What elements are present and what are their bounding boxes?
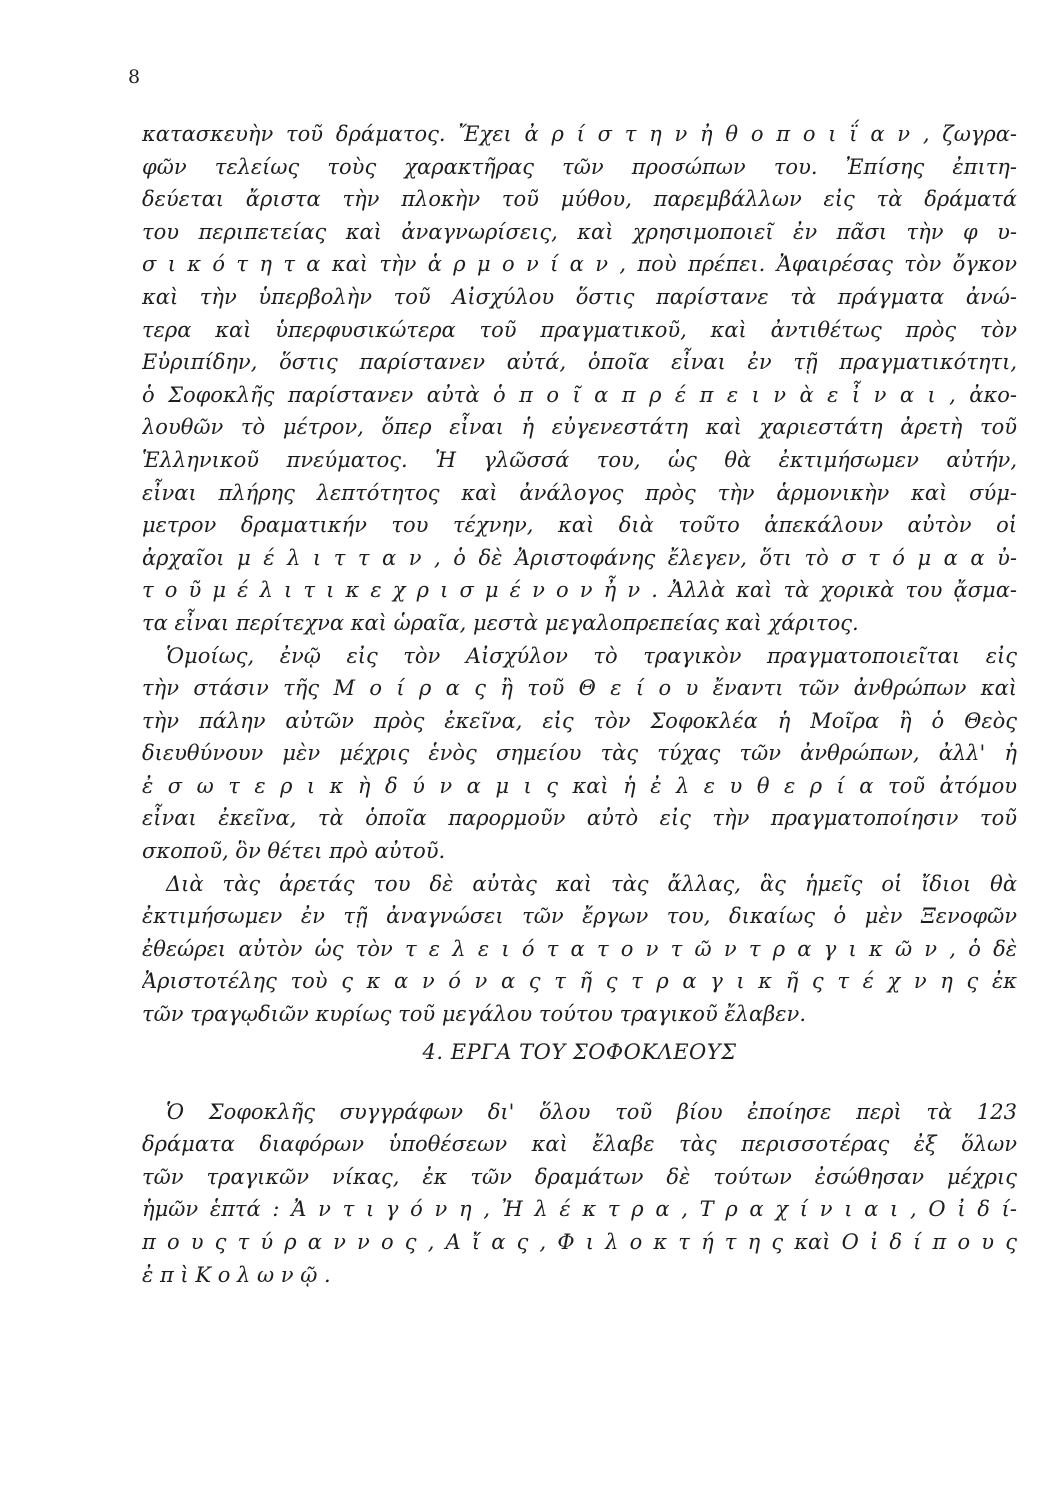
text-line: του περιπετείας καὶ ἀναγνωρίσεις, καὶ χρησιμοποιεῖ ἐν πᾶσι τὴν φ υ- [142, 219, 1017, 244]
paragraph-p3 [142, 868, 1017, 1031]
text-line: Ὁμοίως, ἐνῷ εἰς τὸν Αἰσχύλον τὸ τραγικὸν πραγματοποιεῖται εἰς [166, 643, 1017, 668]
text-line: τῶν τραγῳδιῶν κυρίως τοῦ μεγάλου τούτου τραγικοῦ ἔλαβεν. [142, 1002, 806, 1027]
text-line: Εὐριπίδην, ὅστις παρίστανεν αὐτά, ὁποῖα εἶναι ἐν τῇ πραγματικότητι, [142, 350, 1017, 375]
text-line: ἐθεώρει αὐτὸν ὡς τὸν τ ε λ ε ι ό τ α τ ο ν τ ῶ ν τ ρ α γ ι κ ῶ ν , ὁ δὲ [142, 936, 1017, 961]
text-line: κατασκευὴν τοῦ δράματος. Ἔχει ἀ ρ ί σ τ η ν ἠ θ ο π ο ι ΐ α ν , ζωγρα- [142, 122, 1017, 146]
text-line: ἀρχαῖοι μ έ λ ι τ τ α ν , ὁ δὲ Ἀριστοφάνης ἔλεγεν, ὅτι τὸ σ τ ό μ α α ὐ- [142, 545, 1017, 570]
text-line: λουθῶν τὸ μέτρον, ὅπερ εἶναι ἡ εὐγενεστάτη καὶ χαριεστάτη ἀρετὴ τοῦ [142, 415, 1017, 440]
text-line: εἶναι πλήρης λεπτότητος καὶ ἀνάλογος πρὸς τὴν ἁρμονικὴν καὶ σύμ- [142, 480, 1017, 505]
text-line: Ὁ Σοφοκλῆς συγγράφων δι' ὅλου τοῦ βίου ἐποίησε περὶ τὰ 123 [166, 1099, 1017, 1124]
text-line: τῶν τραγικῶν νίκας, ἐκ τῶν δραμάτων δὲ τούτων ἐσώθησαν μέχρις [142, 1164, 1017, 1189]
page-number: 8 [128, 66, 141, 88]
text-line: εἶναι ἐκεῖνα, τὰ ὁποῖα παρορμοῦν αὐτὸ εἰς τὴν πραγματοποίησιν τοῦ [142, 806, 1017, 831]
text-body [142, 118, 1017, 1291]
paragraph-p1 [142, 118, 1017, 640]
text-line: ἐ σ ω τ ε ρ ι κ ὴ δ ύ ν α μ ι ς καὶ ἡ ἐ λ ε υ θ ε ρ ί α τοῦ ἀτόμου [142, 773, 1017, 798]
paragraph-p4 [142, 1096, 1017, 1292]
text-line: Ἀριστοτέλης τοὺ ς κ α ν ό ν α ς τ ῆ ς τ ρ α γ ι κ ῆ ς τ έ χ ν η ς ἐκ [142, 969, 1017, 994]
text-line: Διὰ τὰς ἀρετάς του δὲ αὐτὰς καὶ τὰς ἄλλας, ἃς ἡμεῖς οἱ ἴδιοι θὰ [166, 871, 1017, 896]
text-line: καὶ τὴν ὑπερβολὴν τοῦ Αἰσχύλου ὅστις παρίστανε τὰ πράγματα ἀνώ- [142, 284, 1017, 309]
text-line: δράματα διαφόρων ὑποθέσεων καὶ ἔλαβε τὰς περισσοτέρας ἐξ ὅλων [142, 1132, 1017, 1157]
text-line: τερα καὶ ὑπερφυσικώτερα τοῦ πραγματικοῦ, καὶ ἀντιθέτως πρὸς τὸν [142, 317, 1017, 342]
text-line: μετρον δραματικήν του τέχνην, καὶ διὰ τοῦτο ἀπεκάλουν αὐτὸν οἱ [142, 513, 1017, 538]
text-line: διευθύνουν μὲν μέχρις ἑνὸς σημείου τὰς τύχας τῶν ἀνθρώπων, ἀλλ' ἡ [142, 741, 1017, 766]
text-line: ἐ π ὶ Κ ο λ ω ν ῷ . [142, 1262, 331, 1287]
text-line: δεύεται ἄριστα τὴν πλοκὴν τοῦ μύθου, παρεμβάλλων εἰς τὰ δράματά [142, 187, 1017, 212]
text-line: τὴν πάλην αὐτῶν πρὸς ἐκεῖνα, εἰς τὸν Σοφοκλέα ἡ Μοῖρα ἢ ὁ Θεὸς [142, 708, 1017, 733]
text-line: ὁ Σοφοκλῆς παρίστανεν αὐτὰ ὁ π ο ῖ α π ρ έ π ε ι ν ὰ ε ἶ ν α ι , ἀκο- [142, 382, 1017, 407]
text-line: τὴν στάσιν τῆς Μ ο ί ρ α ς ἢ τοῦ Θ ε ί ο υ ἔναντι τῶν ἀνθρώπων καὶ [142, 676, 1017, 701]
text-line: Ἑλληνικοῦ πνεύματος. Ἡ γλῶσσά του, ὡς θὰ ἐκτιμήσωμεν αὐτήν, [142, 447, 1017, 472]
text-line: σκοποῦ, ὃν θέτει πρὸ αὐτοῦ. [142, 839, 446, 864]
text-line: ἐκτιμήσωμεν ἐν τῇ ἀναγνώσει τῶν ἔργων του, δικαίως ὁ μὲν Ξενοφῶν [142, 904, 1017, 929]
text-line: ἡμῶν ἑπτά : Ἀ ν τ ι γ ό ν η , Ἠ λ έ κ τ ρ α , Τ ρ α χ ί ν ι α ι , Ο ἰ δ ί- [142, 1197, 1017, 1222]
section-heading: 4. ΕΡΓΑ ΤΟΥ ΣΟΦΟΚΛΕΟΥΣ [422, 1039, 737, 1064]
text-line: φῶν τελείως τοὺς χαρακτῆρας τῶν προσώπων του. Ἐπίσης ἐπιτη- [142, 154, 1017, 179]
text-line: τα εἶναι περίτεχνα καὶ ὡραῖα, μεστὰ μεγαλοπρεπείας καὶ χάριτος. [142, 610, 859, 635]
text-line: σ ι κ ό τ η τ α καὶ τὴν ἁ ρ μ ο ν ί α ν , ποὺ πρέπει. Ἀφαιρέσας τὸν ὄγκον [142, 252, 1017, 277]
text-line: π ο υ ς τ ύ ρ α ν ν ο ς , Α ἴ α ς , Φ ι λ ο κ τ ή τ η ς καὶ Ο ἰ δ ί π ο υ ς [142, 1230, 1017, 1254]
paragraph-p2 [142, 640, 1017, 868]
text-line: τ ο ῦ μ έ λ ι τ ι κ ε χ ρ ι σ μ έ ν ο ν ἦ ν . Ἀλλὰ καὶ τὰ χορικὰ του ᾄσμα- [142, 578, 1017, 603]
